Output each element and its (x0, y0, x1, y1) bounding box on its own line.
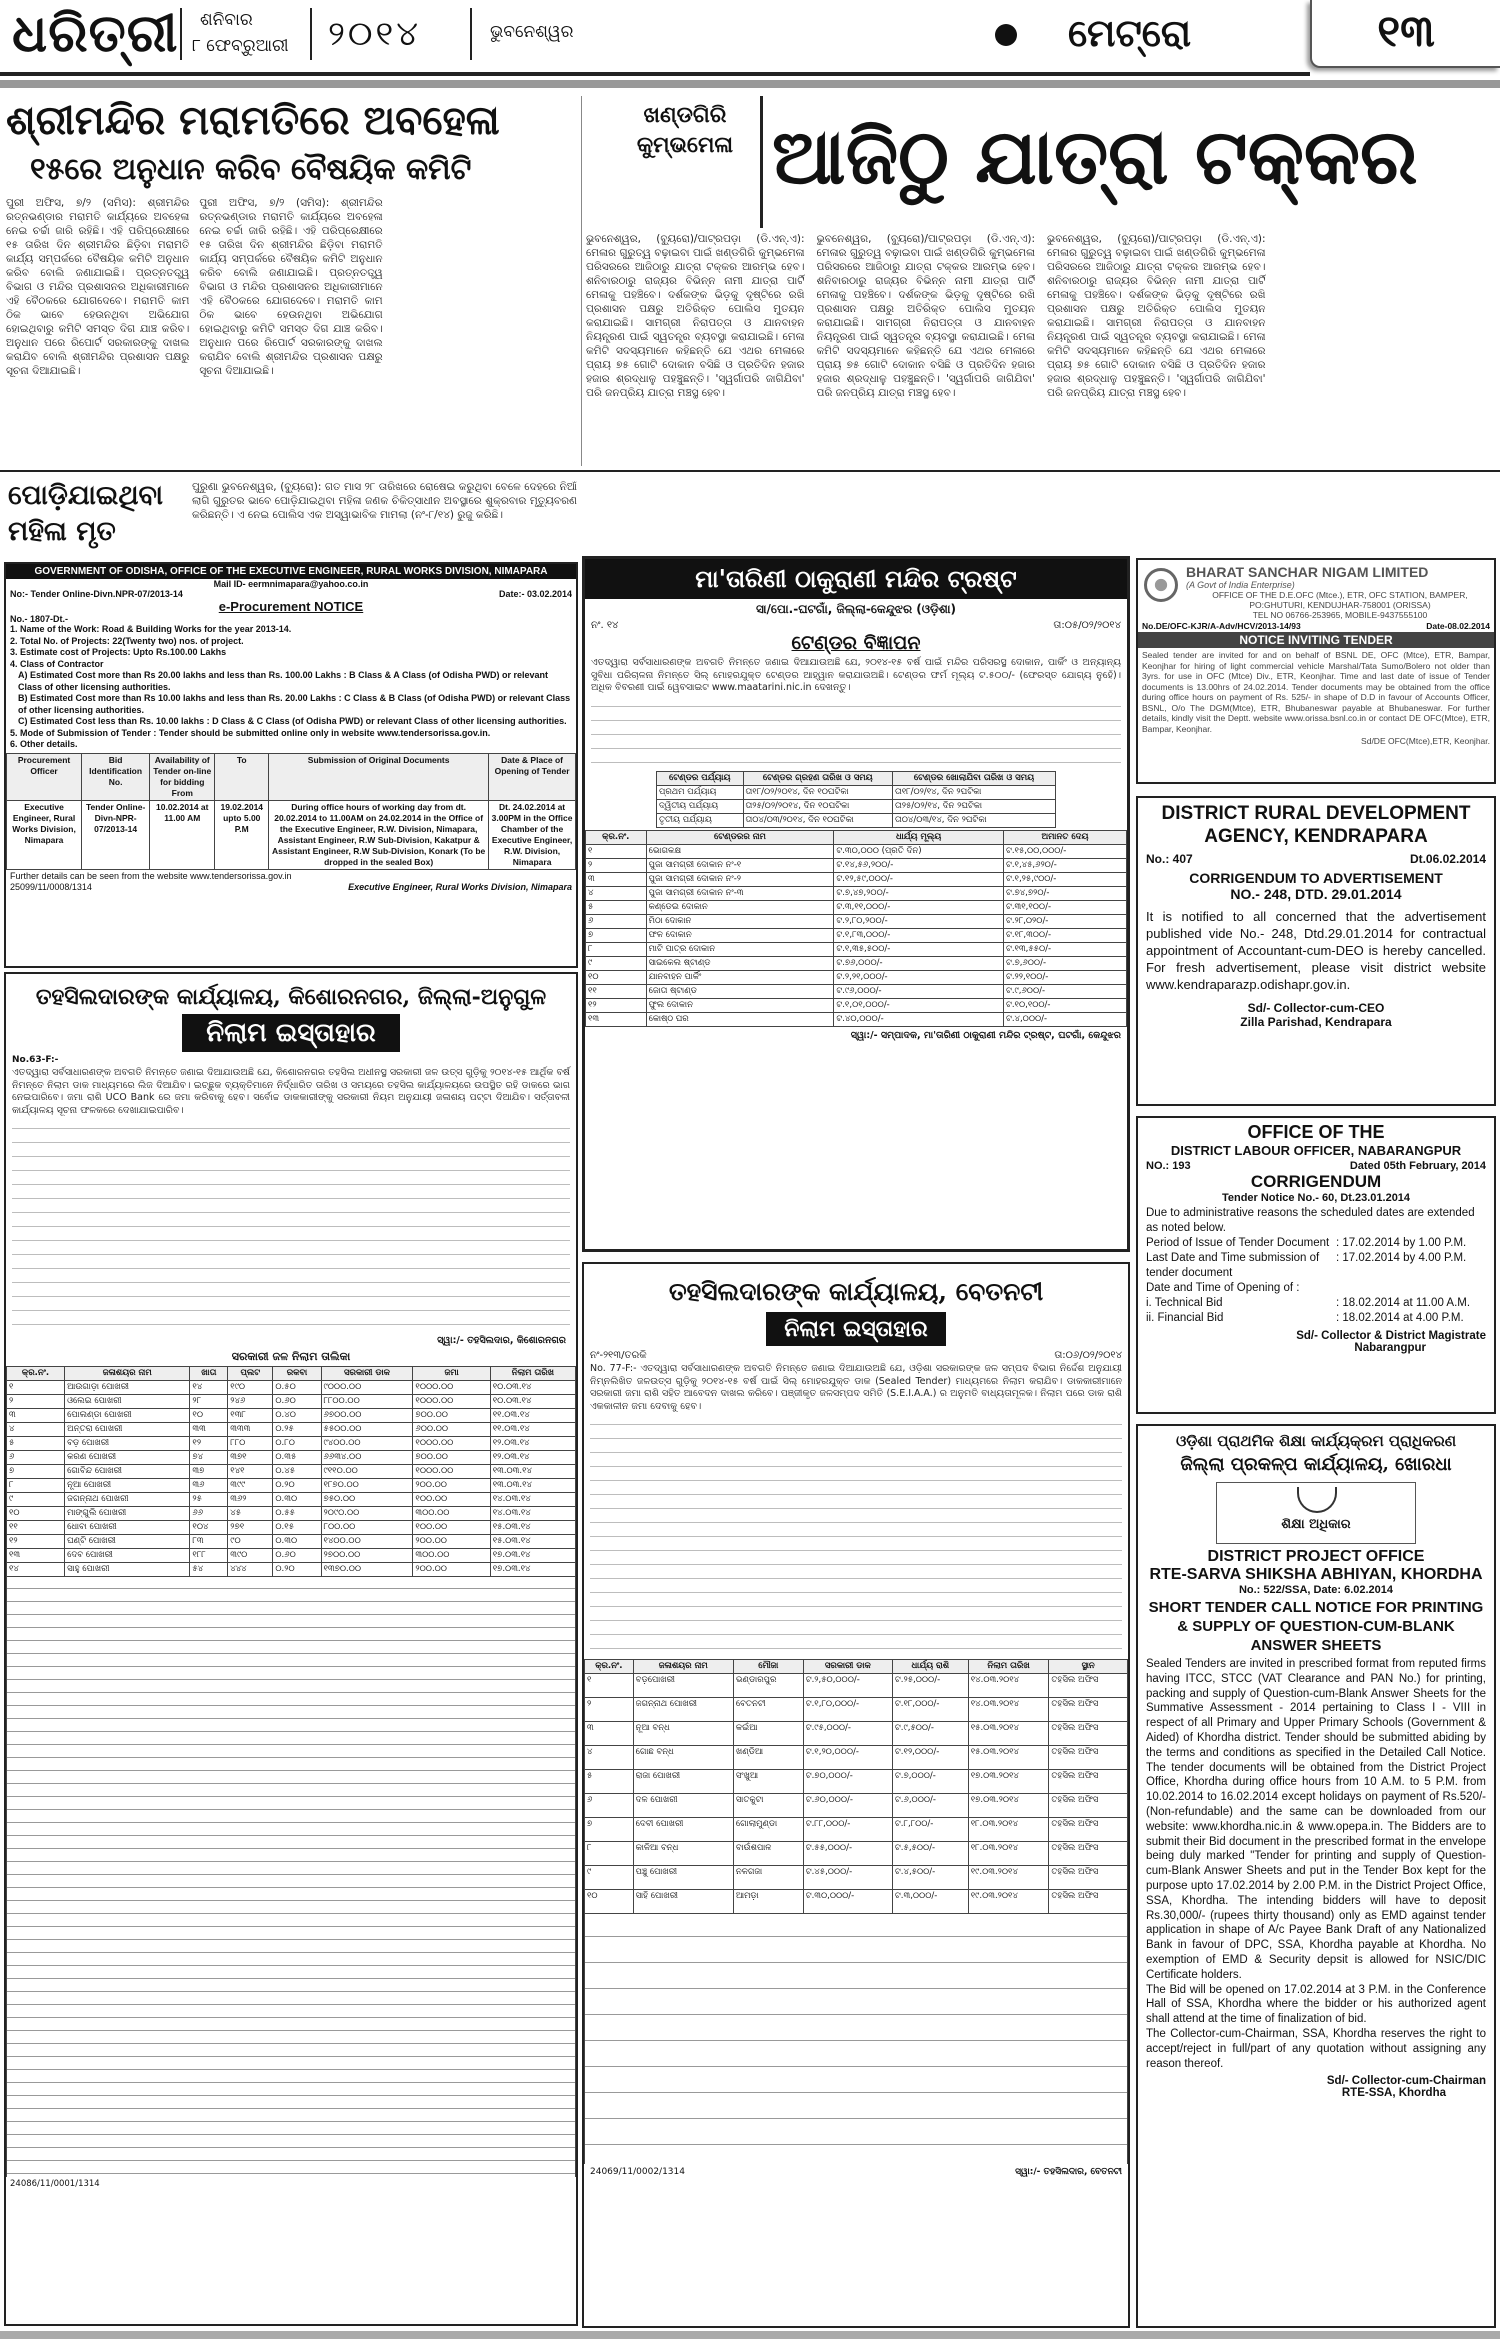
drda-no: No.: 407 (1146, 852, 1193, 866)
bsnl-body: Sealed tender are invited for and on behalf of BSNL DE, OFC (Mtce), ETR, Bampar, Keonjhar for hiring of light commercial vehicle Marshal/Tata Sumo/Bolero not older than 3yrs. for use in OFC (Mtce) Div., ETR, Keonjhar. Time and last date of issue of Tender documents is 13.00hrs of 24.02.2014. Tender documents may be obtained from the office during office hours on payment of Rs. 525/- in shape of D.D in favour of Accounts Officer, BSNL, O/o The DGM(Mtce), ETR, Bhubaneswar payable at Bhubaneswar. For further details, kindly visit the Deptt. website www.orissa.bsnl.co.in or contact DE OFC(Mtce), ETR, Bampar, Keonjhar. (1142, 650, 1490, 734)
list-item: Period of Issue of Tender Document : 17.02.2014 by 1.00 P.M. (1146, 1237, 1467, 1249)
list-item: i. Technical Bid : 18.02.2014 at 11.00 A.M. (1146, 1297, 1471, 1309)
table-row: ୧୧ ଧୋବା ପୋଖରୀ ୧୦୪ ୨୭୧ ୦.୧୫ ୮୦୦.୦୦ ୧୦୦.୦୦ ୧୫.୦୩.୧୪ (7, 1521, 576, 1535)
maa-body-continued (591, 699, 1121, 769)
table-row: ୧ ଆଉଗାଡ଼ା ପୋଖରୀ ୧୪ ୧୯୦ ୦.୫୦ ୯୦୦୦.୦୦ ୧୦୦୦.୦୦ ୧୦.୦୩.୧୪ (7, 1381, 576, 1395)
story3-body: ପୁରୁଣା ଭୁବନେଶ୍ୱର, (ବ୍ୟୁରୋ): ଗତ ମାସ ୨୮ ତାରିଖରେ ରୋଷେଇ କରୁଥିବା ବେଳେ ଦେହରେ ନିଆଁ ଲାଗି ଗୁରୁତର ଭାବେ ପୋଡ଼ିଯାଇଥିବା ମହିଳା ଜଣକ ଚିକିତ୍ସାଧୀନ ଅବସ୍ଥାରେ ଶୁକ୍ରବାର ମୃତ୍ୟୁବରଣ କରିଛନ୍ତି। ଏ ନେଇ ପୋଲିସ ଏକ ଅସ୍ୱାଭାବିକ ମାମଲା (ନଂ-୮/୧୪) ରୁଜୁ କରିଛି। (192, 481, 577, 521)
ssa-odia2: ଜିଲ୍ଲା ପ୍ରକଳ୍ପ କାର୍ଯ୍ୟାଳୟ, ଖୋରଧା (1180, 1454, 1452, 1475)
kishore-no: No.63-F:- (12, 1055, 59, 1065)
table-row: ୮ ନୂଆ ପୋଖରୀ ୩୬ ୩୯୯ ୦.୨୦ ୧୮୭୦.୦୦ ୨୦୦.୦୦ ୧୩.୦୩.୧୪ (7, 1479, 576, 1493)
ssa-title2: RTE-SARVA SHIKSHA ABHIYAN, KHORDHA (1149, 1566, 1483, 1583)
rwd-item: 2. Total No. of Projects: 22(Twenty two) nos. of project. (10, 635, 244, 646)
table-row: ୧୦ ଯାନବାହନ ପାର୍କିଂ ଟ.୨,୨୧,୦୦୦/- ଟ.୨୨,୧୦୦/- (586, 970, 1127, 984)
betanati-table: କ୍ର.ନଂ. ଜଳାଶୟର ନାମ ମୌଜା ସରକାରୀ ଡାକ ଧାର୍ଯ୍ୟ ରାଶି ନିଲାମ ତାରିଖ ସ୍ଥାନ ୧ ବଡ଼ପୋଖରୀ ଭଣ୍ଡାରପୁର ଟ.୨,୫୦,୦୦୦/- ଟ.୨୫,୦୦୦/- ୧୪.୦୩.୨୦୧୪ ତହସିଲ ଅଫିସ ୨ ଜଗନ୍ନାଥ ପୋଖରୀ ବେତନଟୀ ଟ.୧,୮୦,୦୦୦/- ଟ.୧୮,୦୦୦/- ୧୪.୦୩.୨୦୧୪ ତହସିଲ ଅଫିସ ୩ ନୂଆ ବନ୍ଧ କଇଁଆ ଟ.୯୫,୦୦୦/- ଟ.୯,୫୦୦/- ୧୫.୦୩.୨୦୧୪ ତହସିଲ ଅଫିସ ୪ ଗୋଛ ବନ୍ଧ ଖଣ୍ଡିଆ ଟ.୧,୨୦,୦୦୦/- ଟ.୧୨,୦୦୦/- ୧୫.୦୩.୨୦୧୪ ତହସିଲ ଅଫିସ ୫ ରାଜା ପୋଖରୀ ସଂଖୁଆ ଟ.୭୦,୦୦୦/- ଟ.୭,୦୦୦/- ୧୭.୦୩.୨୦୧୪ ତହସିଲ ଅଫିସ ୬ ଦଳ ପୋଖରୀ ସାତକୁଟା ଟ.୬୦,୦୦୦/- ଟ.୬,୦୦୦/- ୧୭.୦୩.୨୦୧୪ ତହସିଲ ଅଫିସ ୭ ଦେବୀ ପୋଖରୀ ଗୋଲାମୁଣ୍ଡା ଟ.୮୮,୦୦୦/- ଟ.୮,୮୦୦/- ୧୮.୦୩.୨୦୧୪ ତହସିଲ ଅଫିସ ୮ କାଳିଆ ବନ୍ଧ ବାଉଁଶପାଳ ଟ.୫୫,୦୦୦/- ଟ.୫,୫୦୦/- ୧୮.୦୩.୨୦୧୪ ତହସିଲ ଅଫିସ ୯ ପଞ୍ଚୁ ପୋଖରୀ ନଳଗଜା ଟ.୪୫,୦୦୦/- ଟ.୪,୫୦୦/- ୧୯.୦୩.୨୦୧୪ ତହସିଲ ଅଫିସ ୧୦ ସାହି ପୋଖରୀ ଆମଡ଼ା ଟ.୩୦,୦୦୦/- ଟ.୩,୦୦୦/- ୧୯.୦୩.୨୦୧୪ ତହସିଲ ଅଫିସ (584, 1659, 1128, 1914)
ssa-no: No.: 522/SSA, Date: 6.02.2014 (1238, 1584, 1394, 1596)
drda-sign1: Sd/- Collector-cum-CEO (1247, 1001, 1385, 1015)
bsnl-name: BHARAT SANCHAR NIGAM LIMITED (1186, 564, 1429, 580)
table-row: ୬ ଦଳ ପୋଖରୀ ସାତକୁଟା ଟ.୬୦,୦୦୦/- ଟ.୬,୦୦୦/- ୧୭.୦୩.୨୦୧୪ ତହସିଲ ଅଫିସ (585, 1794, 1128, 1818)
labour-no: NO.: 193 (1146, 1160, 1191, 1172)
ssa-sign2: RTE-SSA, Khordha (1341, 2087, 1446, 2100)
maa-sign: ସ୍ୱା:/- ସମ୍ପାଦକ, ମା'ତାରିଣୀ ଠାକୁରାଣୀ ମନ୍ଦିର ଟ୍ରଷ୍ଟ, ଘଟଗାଁ, କେନ୍ଦୁଝର (850, 1029, 1121, 1041)
labour-title1: OFFICE OF THE (1247, 1122, 1385, 1142)
table-row: ୮ କାଳିଆ ବନ୍ଧ ବାଉଁଶପାଳ ଟ.୫୫,୦୦୦/- ଟ.୫,୫୦୦/- ୧୮.୦୩.୨୦୧୪ ତହସିଲ ଅଫିସ (585, 1842, 1128, 1866)
rwd-tender-ad (4, 562, 578, 968)
ssa-title1: DISTRICT PROJECT OFFICE (1207, 1548, 1425, 1565)
table-row: ୧୦ ମାଙ୍ଗୁଲି ପୋଖରୀ ୬୬ ୪୫ ୦.୫୫ ୨୦୯୦.୦୦ ୩୦୦.୦୦ ୧୪.୦୩.୧୪ (7, 1507, 576, 1521)
table-row: ତୃତୀୟ ପର୍ଯ୍ୟାୟ ତା୦୪/୦୩/୨୦୧୪, ଦିନ ୧୦ଘଟିକା ତା୦୪/୦୩/୧୪, ଦିନ ୨ଘଟିକା (657, 813, 1056, 827)
story1-body: ପୁରୀ ଅଫିସ, ୭/୨ (ସମିସ): ଶ୍ରୀମନ୍ଦିର ରତ୍ନଭଣ୍ଡାର ମରାମତି କାର୍ଯ୍ୟରେ ଅବହେଳା ନେଇ ଚର୍ଚ୍ଚା ଜାରି ରହିଛି। ଏହି ପରିପ୍ରେକ୍ଷୀରେ ୧୫ ତାରିଖ ଦିନ ଶ୍ରୀମନ୍ଦିର ଛିଡ଼ିବା ମରାମତି କାର୍ଯ୍ୟ ସମ୍ପର୍କରେ ବୈଷୟିକ କମିଟି ଅନୁଧାନ କରିବ ବୋଲି ଜଣାଯାଇଛି। ପ୍ରତ୍ନତତ୍ତ୍ୱ ବିଭାଗ ଓ ମନ୍ଦିର ପ୍ରଶାସନର ଅଧିକାରୀମାନେ ଏହି ବୈଠକରେ ଯୋଗଦେବେ। ମରାମତି କାମ ଠିକ ଭାବେ ହେଉନଥିବା ଅଭିଯୋଗ ହୋଇଥିବାରୁ କମିଟି ସମସ୍ତ ଦିଗ ଯାଞ୍ଚ କରିବ। ଅନୁଧାନ ପରେ ରିପୋର୍ଟ ସରକାରଙ୍କୁ ଦାଖଲ କରାଯିବ ବୋଲି ଶ୍ରୀମନ୍ଦିର ପ୍ରଶାସନ ପକ୍ଷରୁ ସୂଚନା ଦିଆଯାଇଛି। ପୁରୀ ଅଫିସ, ୭/୨ (ସମିସ): ଶ୍ରୀମନ୍ଦିର ରତ୍ନଭଣ୍ଡାର ମରାମତି କାର୍ଯ୍ୟରେ ଅବହେଳା ନେଇ ଚର୍ଚ୍ଚା ଜାରି ରହିଛି। ଏହି ପରିପ୍ରେକ୍ଷୀରେ ୧୫ ତାରିଖ ଦିନ ଶ୍ରୀମନ୍ଦିର ଛିଡ଼ିବା ମରାମତି କାର୍ଯ୍ୟ ସମ୍ପର୍କରେ ବୈଷୟିକ କମିଟି ଅନୁଧାନ କରିବ ବୋଲି ଜଣାଯାଇଛି। ପ୍ରତ୍ନତତ୍ତ୍ୱ ବିଭାଗ ଓ ମନ୍ଦିର ପ୍ରଶାସନର ଅଧିକାରୀମାନେ ଏହି ବୈଠକରେ ଯୋଗଦେବେ। ମରାମତି କାମ ଠିକ ଭାବେ ହେଉନଥିବା ଅଭିଯୋଗ ହୋଇଥିବାରୁ କମିଟି ସମସ୍ତ ଦିଗ ଯାଞ୍ଚ କରିବ। ଅନୁଧାନ ପରେ ରିପୋର୍ଟ ସରକାରଙ୍କୁ ଦାଖଲ କରାଯିବ ବୋଲି ଶ୍ରୀମନ୍ଦିର ପ୍ରଶାସନ ପକ୍ଷରୁ ସୂଚନା ଦିଆଯାଇଛି। (6, 197, 383, 377)
betanati-auction-ad (582, 1262, 1130, 2328)
ssa-body2: The Bid will be opened on 17.02.2014 at 3 P.M. in the Conference Hall of SSA, Khordha where the bidder or his authorized agent shall attend at the time of finalization of bid. (1146, 1983, 1486, 2026)
table-row: ୯ ପଞ୍ଚୁ ପୋଖରୀ ନଳଗଜା ଟ.୪୫,୦୦୦/- ଟ.୪,୫୦୦/- ୧୯.୦୩.୨୦୧୪ ତହସିଲ ଅଫିସ (585, 1866, 1128, 1890)
rwd-item: 1. Name of the Work: Road & Building Works for the year 2013-14. (10, 624, 292, 634)
table-row: ୬ ମିଠା ଦୋକାନ ଟ.୨,୮୦,୨୦୦/- ଟ.୨୮,୦୨୦/- (586, 914, 1127, 928)
table-row: ୧୧ ଜୋତା ଷ୍ଟାଣ୍ଡ ଟ.୯୬,୦୦୦/- ଟ.୯,୬୦୦/- (586, 984, 1127, 998)
table-row: ୧୩ ଦେବ ପୋଖରୀ ୧୮୮ ୩୯୦ ୦.୬୦ ୨୭୦୦.୦୦ ୩୦୦.୦୦ ୧୭.୦୩.୧୪ (7, 1549, 576, 1563)
rwd-notice-heading: e-Procurement NOTICE (218, 599, 364, 614)
bsnl-bar: NOTICE INVITING TENDER (1138, 632, 1494, 648)
book-icon (1297, 1487, 1337, 1513)
masthead (0, 0, 1500, 70)
table-row: ୫ କଣ୍ଡେଇ ଦୋକାନ ଟ.୩,୧୧,୦୦୦/- ଟ.୩୧,୧୦୦/- (586, 900, 1127, 914)
rwd-item: 4. Class of Contractor (10, 658, 104, 669)
drda-head: CORRIGENDUM TO ADVERTISEMENT (1189, 870, 1443, 886)
table-row: ୬ କରଣ ପୋଖରୀ ୭୪ ୩୭୧ ୦.୩୫ ୬୬୩୪.୦୦ ୭୦୦.୦୦ ୧୨.୦୩.୧୪ (7, 1451, 576, 1465)
rwd-table: Procurement Officer Bid Identification No. Availability of Tender on-line for bidding From To Submission of Original Documents Date & Place of Opening of Tender Executive Engineer, Rural Works Division, Nimapara Tender Online-Divn-NPR-07/2013-14 10.02.2014 at 11.00 AM 19.02.2014 upto 5.00 P.M During office hours of working day from dt. 20.02.2014 to 11.00AM on 24.02.2014 in the Office of the Executive Engineer, R.W. Division, Nimapara, Assistant Engineer, R.W Sub-Division, Kakatpur & Assistant Engineer, R.W Sub-Division, Konark (To be dropped in the sealed Box) Dt. 24.02.2014 at 3.00PM in the Office Chamber of the Executive Engineer, R.W. Division, Nimapara (6, 753, 576, 870)
story3-headline: ପୋଡ଼ିଯାଇଥିବା ମହିଳା ମୃତ (8, 480, 164, 547)
table-row: ୫ ବଡ଼ ପୋଖରୀ ୧୨ ୮୮୦ ୦.୮୦ ୯୪୦୦.୦୦ ୧୦୦୦.୦୦ ୧୨.୦୩.୧୪ (7, 1437, 576, 1451)
drda-date: Dt.06.02.2014 (1409, 852, 1486, 866)
table-row: ୭ ଦେବୀ ପୋଖରୀ ଗୋଲାମୁଣ୍ଡା ଟ.୮୮,୦୦୦/- ଟ.୮,୮୦୦/- ୧୮.୦୩.୨୦୧୪ ତହସିଲ ଅଫିସ (585, 1818, 1128, 1842)
bsnl-ref: No.DE/OFC-KJR/A-Adv/HCV/2013-14/93 (1142, 621, 1301, 631)
table-row: ୪ ଗୋଛ ବନ୍ଧ ଖଣ୍ଡିଆ ଟ.୧,୨୦,୦୦୦/- ଟ.୧୨,୦୦୦/- ୧୫.୦୩.୨୦୧୪ ତହସିଲ ଅଫିସ (585, 1746, 1128, 1770)
kishore-table-continued (6, 1577, 576, 2177)
ssa-logo: ଶିକ୍ଷା ଅଧିକାର (1216, 1482, 1416, 1544)
table-row: Executive Engineer, Rural Works Division, Nimapara Tender Online-Divn-NPR-07/2013-14 10.02.2014 at 11.00 AM 19.02.2014 upto 5.00 P.M During office hours of working day from dt. 20.02.2014 to 11.00AM on 24.02.2014 in the Office of the Executive Engineer, R.W. Division, Nimapara, Assistant Engineer, R.W Sub-Division, Kakatpur & Assistant Engineer, R.W Sub-Division, Konark (To be dropped in the sealed Box) Dt. 24.02.2014 at 3.00PM in the Office Chamber of the Executive Engineer, R.W. Division, Nimapara (7, 800, 576, 869)
rwd-sign: Executive Engineer, Rural Works Division, Nimapara (348, 881, 572, 892)
table-row: ପ୍ରଥମ ପର୍ଯ୍ୟାୟ ତା୧୮/୦୨/୨୦୧୪, ଦିନ ୧୦ଘଟିକା ତା୧୮/୦୨/୧୪, ଦିନ ୨ଘଟିକା (657, 785, 1056, 799)
page-number: ୧୩ (1377, 6, 1435, 57)
ssa-sign1: Sd/- Collector-cum-Chairman (1326, 2075, 1486, 2088)
table-row: ୧୨ ଫୁଲ ଦୋକାନ ଟ.୧,୦୧,୦୦୦/- ଟ.୧୦,୧୦୦/- (586, 998, 1127, 1012)
table-row: ୭ ଗୋବିନ୍ଦ ପୋଖରୀ ୩୭ ୧୪୧ ୦.୪୫ ୯୧୧୦.୦୦ ୧୦୦୦.୦୦ ୧୩.୦୩.୧୪ (7, 1465, 576, 1479)
rwd-letter-no: No.- 1807-Dt.- (10, 614, 69, 624)
page-number-tab (1310, 0, 1500, 68)
maa-address: ସା/ପୋ.-ଘଟଗାଁ, ଜିଲ୍ଲା-କେନ୍ଦୁଝର (ଓଡ଼ିଶା) (755, 602, 957, 616)
rwd-mail: Mail ID- eermnimapara@yahoo.co.in (213, 579, 369, 589)
bsnl-sub: (A Govt of India Enterprise) (1186, 580, 1295, 590)
labour-date: Dated 05th February, 2014 (1349, 1160, 1486, 1172)
betanati-title: ତହସିଲଦାରଙ୍କ କାର୍ଯ୍ୟାଳୟ, ବେତନଟୀ (668, 1277, 1044, 1306)
rwd-items (6, 624, 576, 751)
story2-kicker: ଖଣ୍ଡଗିରି କୁମ୍ଭମେଳା (636, 102, 734, 158)
story2-headline: ଆଜିଠୁ ଯାତ୍ରା ଟକ୍କର (772, 112, 1418, 201)
betanati-table-continued (584, 1914, 1128, 2164)
bsnl-tel: TEL NO 06766-253965, MOBILE-9437555100 (1252, 610, 1428, 620)
rwd-item: B) Estimated Cost more than Rs 10.00 lakhs and less than Rs. 20.00 Lakhs : C Class & B Class (of Odisha PWD) or relevant Class of other licensing authorities. (18, 693, 571, 715)
table-row: ୧୪ ସାହୁ ପୋଖରୀ ୫୪ ୪୪୪ ୦.୨୦ ୧୩୭୦.୦୦ ୨୦୦.୦୦ ୧୭.୦୩.୧୪ (7, 1563, 576, 1577)
maa-no: ନଂ. ୧୪ (591, 620, 619, 631)
table-row: ୩ ନୂଆ ବନ୍ଧ କଇଁଆ ଟ.୯୫,୦୦୦/- ଟ.୯,୫୦୦/- ୧୫.୦୩.୨୦୧୪ ତହସିଲ ଅଫିସ (585, 1722, 1128, 1746)
drda-corrigendum-ad (1136, 796, 1496, 1106)
bsnl-date: Date-08.02.2014 (1426, 621, 1490, 631)
drda-sign2: Zilla Parishad, Kendrapara (1240, 1015, 1392, 1029)
rwd-code: 25099/11/0008/1314 (10, 881, 92, 892)
story1-subhead: ୧୫ରେ ଅନୁଧାନ କରିବ ବୈଷୟିକ କମିଟି (30, 152, 472, 187)
bsnl-sign: Sd/DE OFC(Mtce),ETR, Keonjhar. (1361, 736, 1490, 746)
betanati-body: No. 77-F:- ଏତଦ୍ୱାରା ସର୍ବସାଧାରଣଙ୍କ ଅବଗତି ନିମନ୍ତେ ଜଣାଇ ଦିଆଯାଉଅଛି ଯେ, ଓଡ଼ିଶା ସରକାରଙ୍କ ଜଳ ସମ୍ପଦ ବିଭାଗ ନିର୍ଦ୍ଦେଶ ଅନୁଯାୟୀ ନିମ୍ନଲିଖିତ ଜଳଉତ୍ସ ଗୁଡ଼ିକୁ ୨୦୧୪-୧୫ ବର୍ଷ ପାଇଁ ସିଲ୍ ମୋହରଯୁକ୍ତ ଡାକ (Sealed Tender) ମାଧ୍ୟମରେ ନିଲାମ କରାଯିବ। ଡାକକାରୀମାନେ ସରକାରୀ ଜମା ରାଶି ସହିତ ଆବେଦନ ଦାଖଲ କରିବେ। ପଞ୍ଜୀକୃତ ଜଳସମ୍ପଦ ସମିତି (S.E.I.A.A.) ର ଅନୁମତି ବାଧ୍ୟତାମୂଳକ। ନିଲାମ ପରେ ଡାକ ରାଶି ଏକକାଳୀନ ଜମା ଦେବାକୁ ହେବ। (590, 1363, 1122, 1412)
labour-sign1: Sd/- Collector & District Magistrate (1296, 1330, 1486, 1342)
table-row: ଦ୍ୱିତୀୟ ପର୍ଯ୍ୟାୟ ତା୨୫/୦୨/୨୦୧୪, ଦିନ ୧୦ଘଟିକା ତା୨୫/୦୨/୧୪, ଦିନ ୨ଘଟିକା (657, 799, 1056, 813)
table-row: ୨ ଓଲେଇ ପୋଖରୀ ୨୮ ୨୪୬ ୦.୬୦ ୮୮୦୦.୦୦ ୧୦୦୦.୦୦ ୧୦.୦୩.୧୪ (7, 1395, 576, 1409)
kishore-bar: ନିଲାମ ଇସ୍ତାହାର (182, 1014, 400, 1052)
labour-head: CORRIGENDUM (1250, 1172, 1382, 1191)
betanati-no: ନଂ-୨୧୩/ତରକି (590, 1350, 647, 1361)
table-row: ୮ ମାଟି ପାତ୍ର ଦୋକାନ ଟ.୧,୩୫,୫୦୦/- ଟ.୧୩,୫୫୦/- (586, 942, 1127, 956)
ssa-odia1: ଓଡ଼ିଶା ପ୍ରାଥମିକ ଶିକ୍ଷା କାର୍ଯ୍ୟକ୍ରମ ପ୍ରାଧିକରଣ (1175, 1432, 1457, 1450)
ssa-body3: The Collector-cum-Chairman, SSA, Khordha reserves the right to accept/reject in full/part of any quotation without assigning any reason thereof. (1146, 2027, 1486, 2070)
table-row: ୧୦ ସାହି ପୋଖରୀ ଆମଡ଼ା ଟ.୩୦,୦୦୦/- ଟ.୩,୦୦୦/- ୧୯.୦୩.୨୦୧୪ ତହସିଲ ଅଫିସ (585, 1890, 1128, 1914)
rwd-date: Date:- 03.02.2014 (498, 589, 572, 599)
issue-date: ୮ ଫେବ୍ରୁଆରୀ (192, 36, 289, 56)
rwd-tender-no: No:- Tender Online-Divn.NPR-07/2013-14 (10, 589, 183, 599)
labour-body: Due to administrative reasons the scheduled dates are extended as noted below. (1146, 1207, 1475, 1234)
bsnl-logo-icon (1144, 568, 1178, 602)
table-row: ୯ ସାଇକେଲ ଷ୍ଟାଣ୍ଡ ଟ.୭୬,୦୦୦/- ଟ.୭,୬୦୦/- (586, 956, 1127, 970)
rwd-item: 3. Estimate cost of Projects: Upto Rs.100.00 Lakhs (10, 647, 227, 657)
kishorenagar-auction-ad (4, 972, 578, 2326)
betanati-date: ତା:୦୬/୦୨/୨୦୧୪ (1054, 1350, 1122, 1361)
table-row: ୧୩ କୋଷ୍ଠ ଘର ଟ.୪୦,୦୦୦/- ଟ.୪,୦୦୦/- (586, 1012, 1127, 1026)
table-row: ୩ ପୁଜା ସାମଗ୍ରୀ ଦୋକାନ ନଂ-୨ ଟ.୧୨,୫୯,୦୦୦/- ଟ.୧,୨୫,୯୦୦/- (586, 872, 1127, 886)
maa-date: ତା:୦୫/୦୨/୨୦୧୪ (1053, 620, 1121, 631)
rwd-footer: Further details can be seen from the website www.tendersorissa.gov.in (10, 870, 292, 881)
ssa-body: Sealed Tenders are invited in prescribed format from reputed firms having ITCC, STCC (VAT Clearance and PAN No.) for printing, packing and supply of Question-cum-Blank Answer Sheets for the Summative Assessment - 2014 pertaining to Class I - VIII in respect of all Primary and Upper Primary Schools (Government & Aided) of Khordha district. Tender should be submitted abiding by the terms and conditions as specified in the Detailed Call Notice. The tender documents will be obtained from the District Project Office, Khordha during office hours from 10 A.M. to 5 P.M. from 10.02.2014 to 16.02.2014 except holidays on payment of Rs.520/- (Non-refundable) and the same can be downloaded from our website: www.khordha.nic.in & www.opepa.in. The Bidders are to submit their Bid document in the prescribed format in the envelope being duly marked "Tender for printing and supply of Question-cum-Blank Answer Sheets and put in the Tender Box kept for the purpose upto 17.02.2014 by 2.00 P.M. in the District Project Office, SSA, Khordha. The intending bidders will have to deposit Rs.30,000/- (rupees thirty thousand) only as EMD against tender application in shape of A/c Payee Bank Draft of any Nationalized Bank in favour of DPC, SSA, Khordha payable at Khordha. No exemption of EMD & Security depsit is allowed for NSIC/DIC Certificate holders. (1146, 1658, 1486, 1981)
table-row: ୨ ପୁଜା ସାମଗ୍ରୀ ଦୋକାନ ନଂ-୧ ଟ.୧୪,୫୬,୨୦୦/- ଟ.୧,୪୫,୬୨୦/- (586, 858, 1127, 872)
table-row: ୩ ପୋଲଣ୍ଡା ପୋଖରୀ ୧୦ ୧୩୮ ୦.୪୦ ୬୭୦୦.୦୦ ୭୦୦.୦୦ ୧୧.୦୩.୧୪ (7, 1409, 576, 1423)
rwd-item: 5. Mode of Submission of Tender : Tender should be submitted online only in website www.tendersorissa.gov.in. (10, 727, 491, 738)
rwd-item: C) Estimated Cost less than Rs. 10.00 lakhs : D Class & C Class (of Odisha PWD) or relevant Class of other licensing authorities. (18, 716, 567, 726)
list-item: Last Date and Time submission of tender document : 17.02.2014 by 4.00 P.M. (1146, 1252, 1467, 1279)
table-row: ୪ ଅନ୍ତରା ପୋଖରୀ ୩୩ ୩୩୩ ୦.୨୫ ୫୫୦୦.୦୦ ୬୦୦.୦୦ ୧୧.୦୩.୧୪ (7, 1423, 576, 1437)
bsnl-office: OFFICE OF THE D.E.OFC (Mtce.), ETR, OFC STATION, BAMPER, PO:GHUTURI, KENDUJHAR-758001 (ORISSA) (1212, 590, 1468, 610)
labour-sign2: Nabarangpur (1354, 1342, 1426, 1354)
table-row: ୫ ରାଜା ପୋଖରୀ ସଂଖୁଆ ଟ.୭୦,୦୦୦/- ଟ.୭,୦୦୦/- ୧୭.୦୩.୨୦୧୪ ତହସିଲ ଅଫିସ (585, 1770, 1128, 1794)
maa-bar: ଟେଣ୍ଡର ବିଜ୍ଞାପନ (791, 632, 921, 654)
labour-tender: Tender Notice No.- 60, Dt.23.01.2014 (1221, 1192, 1411, 1204)
kishore-title: ତହସିଲଦାରଙ୍କ କାର୍ଯ୍ୟାଳୟ, କିଶୋରନଗର, ଜିଲ୍ଲା-ଅନୁଗୁଳ (35, 984, 547, 1010)
bsnl-tender-ad (1136, 558, 1496, 784)
kishore-table: କ୍ର.ନଂ. ଜଳାଶୟର ନାମ ଖାତା ପ୍ଲଟ ରକବା ସରକାରୀ ଡାକ ଜମା ନିଲାମ ତାରିଖ ୧ ଆଉଗାଡ଼ା ପୋଖରୀ ୧୪ ୧୯୦ ୦.୫୦ ୯୦୦୦.୦୦ ୧୦୦୦.୦୦ ୧୦.୦୩.୧୪ ୨ ଓଲେଇ ପୋଖରୀ ୨୮ ୨୪୬ ୦.୬୦ ୮୮୦୦.୦୦ ୧୦୦୦.୦୦ ୧୦.୦୩.୧୪ ୩ ପୋଲଣ୍ଡା ପୋଖରୀ ୧୦ ୧୩୮ ୦.୪୦ ୬୭୦୦.୦୦ ୭୦୦.୦୦ ୧୧.୦୩.୧୪ ୪ ଅନ୍ତରା ପୋଖରୀ ୩୩ ୩୩୩ ୦.୨୫ ୫୫୦୦.୦୦ ୬୦୦.୦୦ ୧୧.୦୩.୧୪ ୫ ବଡ଼ ପୋଖରୀ ୧୨ ୮୮୦ ୦.୮୦ ୯୪୦୦.୦୦ ୧୦୦୦.୦୦ ୧୨.୦୩.୧୪ ୬ କରଣ ପୋଖରୀ ୭୪ ୩୭୧ ୦.୩୫ ୬୬୩୪.୦୦ ୭୦୦.୦୦ ୧୨.୦୩.୧୪ ୭ ଗୋବିନ୍ଦ ପୋଖରୀ ୩୭ ୧୪୧ ୦.୪୫ ୯୧୧୦.୦୦ ୧୦୦୦.୦୦ ୧୩.୦୩.୧୪ ୮ ନୂଆ ପୋଖରୀ ୩୬ ୩୯୯ ୦.୨୦ ୧୮୭୦.୦୦ ୨୦୦.୦୦ ୧୩.୦୩.୧୪ ୯ ଜଗନ୍ନାଥ ପୋଖରୀ ୨୫ ୩୬୨ ୦.୩୦ ୭୫୦.୦୦ ୧୦୦.୦୦ ୧୪.୦୩.୧୪ ୧୦ ମାଙ୍ଗୁଲି ପୋଖରୀ ୬୬ ୪୫ ୦.୫୫ ୨୦୯୦.୦୦ ୩୦୦.୦୦ ୧୪.୦୩.୧୪ ୧୧ ଧୋବା ପୋଖରୀ ୧୦୪ ୨୭୧ ୦.୧୫ ୮୦୦.୦୦ ୧୦୦.୦୦ ୧୫.୦୩.୧୪ ୧୨ ଘଣ୍ଟି ପୋଖରୀ ୮୩ ୯୦ ୦.୩୦ ୧୪୦୦.୦୦ ୨୦୦.୦୦ ୧୫.୦୩.୧୪ ୧୩ ଦେବ ପୋଖରୀ ୧୮୮ ୩୯୦ ୦.୬୦ ୨୭୦୦.୦୦ ୩୦୦.୦୦ ୧୭.୦୩.୧୪ ୧୪ ସାହୁ ପୋଖରୀ ୫୪ ୪୪୪ ୦.୨୦ ୧୩୭୦.୦୦ ୨୦୦.୦୦ ୧୭.୦୩.୧୪ (6, 1366, 576, 1577)
story1-headline: ଶ୍ରୀମନ୍ଦିର ମରାମତିରେ ଅବହେଳା (6, 97, 500, 144)
maa-body: ଏତଦ୍ୱାରା ସର୍ବସାଧାରଣଙ୍କ ଅବଗତି ନିମନ୍ତେ ଜଣାଇ ଦିଆଯାଉଅଛି ଯେ, ୨୦୧୪-୧୫ ବର୍ଷ ପାଇଁ ମନ୍ଦିର ପରିସରସ୍ଥ ଦୋକାନ, ପାର୍କିଂ ଓ ଅନ୍ୟାନ୍ୟ ସୁବିଧା ପରିଚାଳନା ନିମନ୍ତେ ସିଲ୍‌ ମୋହରଯୁକ୍ତ ଟେଣ୍ଡର ଆହ୍ୱାନ କରାଯାଉଅଛି। ଟେଣ୍ଡର ଫର୍ମ ମୂଲ୍ୟ ଟ.୫୦୦/- (ଫେରସ୍ତ ଯୋଗ୍ୟ ନୁହେଁ)। ଅଧିକ ବିବରଣୀ ପାଇଁ ୱେବସାଇଟ www.maatarini.nic.in ଦେଖନ୍ତୁ। (591, 657, 1121, 693)
rwd-item: 6. Other details. (10, 739, 78, 749)
table-row: ୭ ଫଳ ଦୋକାନ ଟ.୧,୮୩,୦୦୦/- ଟ.୧୮,୩୦୦/- (586, 928, 1127, 942)
table-row: ୨ ଜଗନ୍ନାଥ ପୋଖରୀ ବେତନଟୀ ଟ.୧,୮୦,୦୦୦/- ଟ.୧୮,୦୦୦/- ୧୪.୦୩.୨୦୧୪ ତହସିଲ ଅଫିସ (585, 1698, 1128, 1722)
issue-day: ଶନିବାର (200, 10, 253, 30)
issue-year: ୨୦୧୪ (328, 14, 422, 54)
list-item: Date and Time of Opening of : (1146, 1282, 1300, 1294)
newspaper-logo: ଧରିତ୍ରୀ (12, 3, 179, 64)
table-row: ୯ ଜଗନ୍ନାଥ ପୋଖରୀ ୨୫ ୩୬୨ ୦.୩୦ ୭୫୦.୦୦ ୧୦୦.୦୦ ୧୪.୦୩.୧୪ (7, 1493, 576, 1507)
labour-corrigendum-ad (1136, 1116, 1496, 1414)
kishore-body: ଏତଦ୍ୱାରା ସର୍ବସାଧାରଣଙ୍କ ଅବଗତି ନିମନ୍ତେ ଜଣାଇ ଦିଆଯାଉଅଛି ଯେ, କିଶୋରନଗର ତହସିଲ ଅଧୀନସ୍ଥ ସରକାରୀ ଜଳ ଉତ୍ସ ଗୁଡ଼ିକୁ ୨୦୧୪-୧୫ ଆର୍ଥିକ ବର୍ଷ ନିମନ୍ତେ ନିଲାମ ଡାକ ମାଧ୍ୟମରେ ଲିଜ ଦିଆଯିବ। ଇଚ୍ଛୁକ ବ୍ୟକ୍ତିମାନେ ନିର୍ଦ୍ଧାରିତ ତାରିଖ ଓ ସମୟରେ ତହସିଲ କାର୍ଯ୍ୟାଳୟରେ ଉପସ୍ଥିତ ରହି ଡାକରେ ଭାଗ ନେଇପାରିବେ। ଜମା ରାଶି UCO Bank ରେ ଜମା କରିବାକୁ ହେବ। ସର୍ବୋଚ୍ଚ ଡାକକାରୀଙ୍କୁ ସରକାରୀ ନିୟମ ଅନୁଯାୟୀ ଜଳାଶୟ ପଟ୍ଟା ଦିଆଯିବ। ସର୍ତ୍ତାବଳୀ କାର୍ଯ୍ୟାଳୟ ସୂଚନା ଫଳକରେ ଦେଖାଯାଇପାରିବ। (12, 1067, 570, 1116)
betanati-code: 24069/11/0002/1314 (590, 2167, 685, 2177)
kishore-code: 24086/11/0001/1314 (10, 2179, 100, 2189)
bullet-icon (995, 24, 1017, 46)
maa-tarini-tender-ad (582, 556, 1130, 1252)
rwd-item: A) Estimated Cost more than Rs 20.00 lakhs and less than Rs. 100.00 Lakhs : B Class & A Class (of Odisha PWD) or relevant Class of other licensing authorities. (18, 670, 548, 692)
drda-title: DISTRICT RURAL DEVELOPMENT AGENCY, KENDRAPARA (1161, 803, 1471, 847)
rwd-title: GOVERNMENT OF ODISHA, OFFICE OF THE EXECUTIVE ENGINEER, RURAL WORKS DIVISION, NIMAPARA (6, 564, 576, 579)
issue-city: ଭୁବନେଶ୍ୱର (490, 22, 574, 42)
section-name: ମେଟ୍ରୋ (1068, 10, 1192, 55)
betanati-sign: ସ୍ୱା:/- ତହସିଲଦାର, ବେତନଟୀ (1015, 2167, 1122, 2177)
table-row: ୧ ବଡ଼ପୋଖରୀ ଭଣ୍ଡାରପୁର ଟ.୨,୫୦,୦୦୦/- ଟ.୨୫,୦୦୦/- ୧୪.୦୩.୨୦୧୪ ତହସିଲ ଅଫିସ (585, 1674, 1128, 1698)
ssa-head: SHORT TENDER CALL NOTICE FOR PRINTING & SUPPLY OF QUESTION-CUM-BLANK ANSWER SHEETS (1148, 1599, 1484, 1654)
story2-body: ଭୁବନେଶ୍ୱର, (ବ୍ୟୁରୋ)/ପାଟ୍ରପଡ଼ା (ଡି.ଏନ୍.ଏ): ମେଳାର ଗୁରୁତ୍ୱ ବଢ଼ାଇବା ପାଇଁ ଖଣ୍ଡଗିରି କୁମ୍ଭମେଳା ପରିସରରେ ଆଜିଠାରୁ ଯାତ୍ରା ଟକ୍କର ଆରମ୍ଭ ହେବ। ଶନିବାରଠାରୁ ରାଜ୍ୟର ବିଭିନ୍ନ ନାମୀ ଯାତ୍ରା ପାର୍ଟି ମେଳାକୁ ପହଞ୍ଚିବେ। ଦର୍ଶକଙ୍କ ଭିଡ଼କୁ ଦୃଷ୍ଟିରେ ରଖି ପ୍ରଶାସନ ପକ୍ଷରୁ ଅତିରିକ୍ତ ପୋଲିସ ମୁତୟନ କରାଯାଇଛି। ସାମଗ୍ରୀ ନିରାପତ୍ତା ଓ ଯାନବାହନ ନିୟନ୍ତ୍ରଣ ପାଇଁ ସ୍ୱତନ୍ତ୍ର ବ୍ୟବସ୍ଥା କରାଯାଇଛି। ମେଳା କମିଟି ସଦସ୍ୟମାନେ କହିଛନ୍ତି ଯେ ଏଥର ମେଳାରେ ପ୍ରାୟ ୭୫ ଗୋଟି ଦୋକାନ ବସିଛି ଓ ପ୍ରତିଦିନ ହଜାର ହଜାର ଶ୍ରଦ୍ଧାଳୁ ପହଞ୍ଚୁଛନ୍ତି। 'ସ୍ୱର୍ଗାପରି ଜାଗିଯିବା' ପରି ଜନପ୍ରିୟ ଯାତ୍ରା ମଞ୍ଚସ୍ଥ ହେବ। ଭୁବନେଶ୍ୱର, (ବ୍ୟୁରୋ)/ପାଟ୍ରପଡ଼ା (ଡି.ଏନ୍.ଏ): ମେଳାର ଗୁରୁତ୍ୱ ବଢ଼ାଇବା ପାଇଁ ଖଣ୍ଡଗିରି କୁମ୍ଭମେଳା ପରିସରରେ ଆଜିଠାରୁ ଯାତ୍ରା ଟକ୍କର ଆରମ୍ଭ ହେବ। ଶନିବାରଠାରୁ ରାଜ୍ୟର ବିଭିନ୍ନ ନାମୀ ଯାତ୍ରା ପାର୍ଟି ମେଳାକୁ ପହଞ୍ଚିବେ। ଦର୍ଶକଙ୍କ ଭିଡ଼କୁ ଦୃଷ୍ଟିରେ ରଖି ପ୍ରଶାସନ ପକ୍ଷରୁ ଅତିରିକ୍ତ ପୋଲିସ ମୁତୟନ କରାଯାଇଛି। ସାମଗ୍ରୀ ନିରାପତ୍ତା ଓ ଯାନବାହନ ନିୟନ୍ତ୍ରଣ ପାଇଁ ସ୍ୱତନ୍ତ୍ର ବ୍ୟବସ୍ଥା କରାଯାଇଛି। ମେଳା କମିଟି ସଦସ୍ୟମାନେ କହିଛନ୍ତି ଯେ ଏଥର ମେଳାରେ ପ୍ରାୟ ୭୫ ଗୋଟି ଦୋକାନ ବସିଛି ଓ ପ୍ରତିଦିନ ହଜାର ହଜାର ଶ୍ରଦ୍ଧାଳୁ ପହଞ୍ଚୁଛନ୍ତି। 'ସ୍ୱର୍ଗାପରି ଜାଗିଯିବା' ପରି ଜନପ୍ରିୟ ଯାତ୍ରା ମଞ୍ଚସ୍ଥ ହେବ। ଭୁବନେଶ୍ୱର, (ବ୍ୟୁରୋ)/ପାଟ୍ରପଡ଼ା (ଡି.ଏନ୍.ଏ): ମେଳାର ଗୁରୁତ୍ୱ ବଢ଼ାଇବା ପାଇଁ ଖଣ୍ଡଗିରି କୁମ୍ଭମେଳା ପରିସରରେ ଆଜିଠାରୁ ଯାତ୍ରା ଟକ୍କର ଆରମ୍ଭ ହେବ। ଶନିବାରଠାରୁ ରାଜ୍ୟର ବିଭିନ୍ନ ନାମୀ ଯାତ୍ରା ପାର୍ଟି ମେଳାକୁ ପହଞ୍ଚିବେ। ଦର୍ଶକଙ୍କ ଭିଡ଼କୁ ଦୃଷ୍ଟିରେ ରଖି ପ୍ରଶାସନ ପକ୍ଷରୁ ଅତିରିକ୍ତ ପୋଲିସ ମୁତୟନ କରାଯାଇଛି। ସାମଗ୍ରୀ ନିରାପତ୍ତା ଓ ଯାନବାହନ ନିୟନ୍ତ୍ରଣ ପାଇଁ ସ୍ୱତନ୍ତ୍ର ବ୍ୟବସ୍ଥା କରାଯାଇଛି। ମେଳା କମିଟି ସଦସ୍ୟମାନେ କହିଛନ୍ତି ଯେ ଏଥର ମେଳାରେ ପ୍ରାୟ ୭୫ ଗୋଟି ଦୋକାନ ବସିଛି ଓ ପ୍ରତିଦିନ ହଜାର ହଜାର ଶ୍ରଦ୍ଧାଳୁ ପହଞ୍ଚୁଛନ୍ତି। 'ସ୍ୱର୍ଗାପରି ଜାଗିଯିବା' ପରି ଜନପ୍ରିୟ ଯାତ୍ରା ମଞ୍ଚସ୍ଥ ହେବ। (586, 233, 1266, 399)
kishore-table-title: ସରକାରୀ ଜଳ ନିଲାମ ତାଲିକା (231, 1350, 351, 1363)
kishore-body-continued (12, 1121, 570, 1331)
labour-schedule (1146, 1236, 1486, 1326)
labour-title2: DISTRICT LABOUR OFFICER, NABARANGPUR (1170, 1143, 1462, 1158)
drda-body: It is notified to all concerned that the advertisement published vide No.- 248, Dtd.29.01.2014 for contractual appointment of Accountant-cum-DEO is hereby cancelled. For fresh advertisement, please visit district website www.kendraparazp.odishapr.gov.in. (1146, 909, 1486, 992)
maa-phase-table: ଟେଣ୍ଡର ପର୍ଯ୍ୟାୟ ଟେଣ୍ଡର ଗ୍ରହଣ ତାରିଖ ଓ ସମୟ ଟେଣ୍ଡର ଖୋଲାଯିବା ତାରିଖ ଓ ସମୟ ପ୍ରଥମ ପର୍ଯ୍ୟାୟ ତା୧୮/୦୨/୨୦୧୪, ଦିନ ୧୦ଘଟିକା ତା୧୮/୦୨/୧୪, ଦିନ ୨ଘଟିକା ଦ୍ୱିତୀୟ ପର୍ଯ୍ୟାୟ ତା୨୫/୦୨/୨୦୧୪, ଦିନ ୧୦ଘଟିକା ତା୨୫/୦୨/୧୪, ଦିନ ୨ଘଟିକା ତୃତୀୟ ପର୍ଯ୍ୟାୟ ତା୦୪/୦୩/୨୦୧୪, ଦିନ ୧୦ଘଟିକା ତା୦୪/୦୩/୧୪, ଦିନ ୨ଘଟିକା (656, 771, 1056, 828)
maa-title: ମା'ତାରିଣୀ ଠାକୁରାଣୀ ମନ୍ଦିର ଟ୍ରଷ୍ଟ (585, 559, 1127, 599)
betanati-body-continued (590, 1417, 1122, 1657)
betanati-bar: ନିଲାମ ଇସ୍ତାହାର (766, 1312, 945, 1346)
table-row: ୪ ପୁଜା ସାମଗ୍ରୀ ଦୋକାନ ନଂ-୩ ଟ.୭,୪୭,୨୦୦/- ଟ.୭୪,୭୨୦/- (586, 886, 1127, 900)
list-item: ii. Financial Bid : 18.02.2014 at 4.00 P.M. (1146, 1312, 1464, 1324)
ssa-tender-ad (1136, 1424, 1496, 2328)
table-row: ୧୨ ଘଣ୍ଟି ପୋଖରୀ ୮୩ ୯୦ ୦.୩୦ ୧୪୦୦.୦୦ ୨୦୦.୦୦ ୧୫.୦୩.୧୪ (7, 1535, 576, 1549)
table-row: ୧ ଭୋଗକକ୍ଷ ଟ.୩୦,୦୦୦ (ପ୍ରତି ଦିନ) ଟ.୧୫,୦୦,୦୦୦/- (586, 844, 1127, 858)
kishore-sign: ସ୍ୱା:/- ତହସିଲଦାର, କିଶୋରନଗର (437, 1335, 566, 1346)
drda-head2: NO.- 248, DTD. 29.01.2014 (1230, 886, 1402, 902)
maa-item-table: କ୍ର.ନଂ. ଟେଣ୍ଡରର ନାମ ଧାର୍ଯ୍ୟ ମୂଲ୍ୟ ଅମାନତ ଦେୟ ୧ ଭୋଗକକ୍ଷ ଟ.୩୦,୦୦୦ (ପ୍ରତି ଦିନ) ଟ.୧୫,୦୦,୦୦୦/- ୨ ପୁଜା ସାମଗ୍ରୀ ଦୋକାନ ନଂ-୧ ଟ.୧୪,୫୬,୨୦୦/- ଟ.୧,୪୫,୬୨୦/- ୩ ପୁଜା ସାମଗ୍ରୀ ଦୋକାନ ନଂ-୨ ଟ.୧୨,୫୯,୦୦୦/- ଟ.୧,୨୫,୯୦୦/- ୪ ପୁଜା ସାମଗ୍ରୀ ଦୋକାନ ନଂ-୩ ଟ.୭,୪୭,୨୦୦/- ଟ.୭୪,୭୨୦/- ୫ କଣ୍ଡେଇ ଦୋକାନ ଟ.୩,୧୧,୦୦୦/- ଟ.୩୧,୧୦୦/- ୬ ମିଠା ଦୋକାନ ଟ.୨,୮୦,୨୦୦/- ଟ.୨୮,୦୨୦/- ୭ ଫଳ ଦୋକାନ ଟ.୧,୮୩,୦୦୦/- ଟ.୧୮,୩୦୦/- ୮ ମାଟି ପାତ୍ର ଦୋକାନ ଟ.୧,୩୫,୫୦୦/- ଟ.୧୩,୫୫୦/- ୯ ସାଇକେଲ ଷ୍ଟାଣ୍ଡ ଟ.୭୬,୦୦୦/- ଟ.୭,୬୦୦/- ୧୦ ଯାନବାହନ ପାର୍କିଂ ଟ.୨,୨୧,୦୦୦/- ଟ.୨୨,୧୦୦/- ୧୧ ଜୋତା ଷ୍ଟାଣ୍ଡ ଟ.୯୬,୦୦୦/- ଟ.୯,୬୦୦/- ୧୨ ଫୁଲ ଦୋକାନ ଟ.୧,୦୧,୦୦୦/- ଟ.୧୦,୧୦୦/- ୧୩ କୋଷ୍ଠ ଘର ଟ.୪୦,୦୦୦/- ଟ.୪,୦୦୦/- (585, 830, 1127, 1027)
